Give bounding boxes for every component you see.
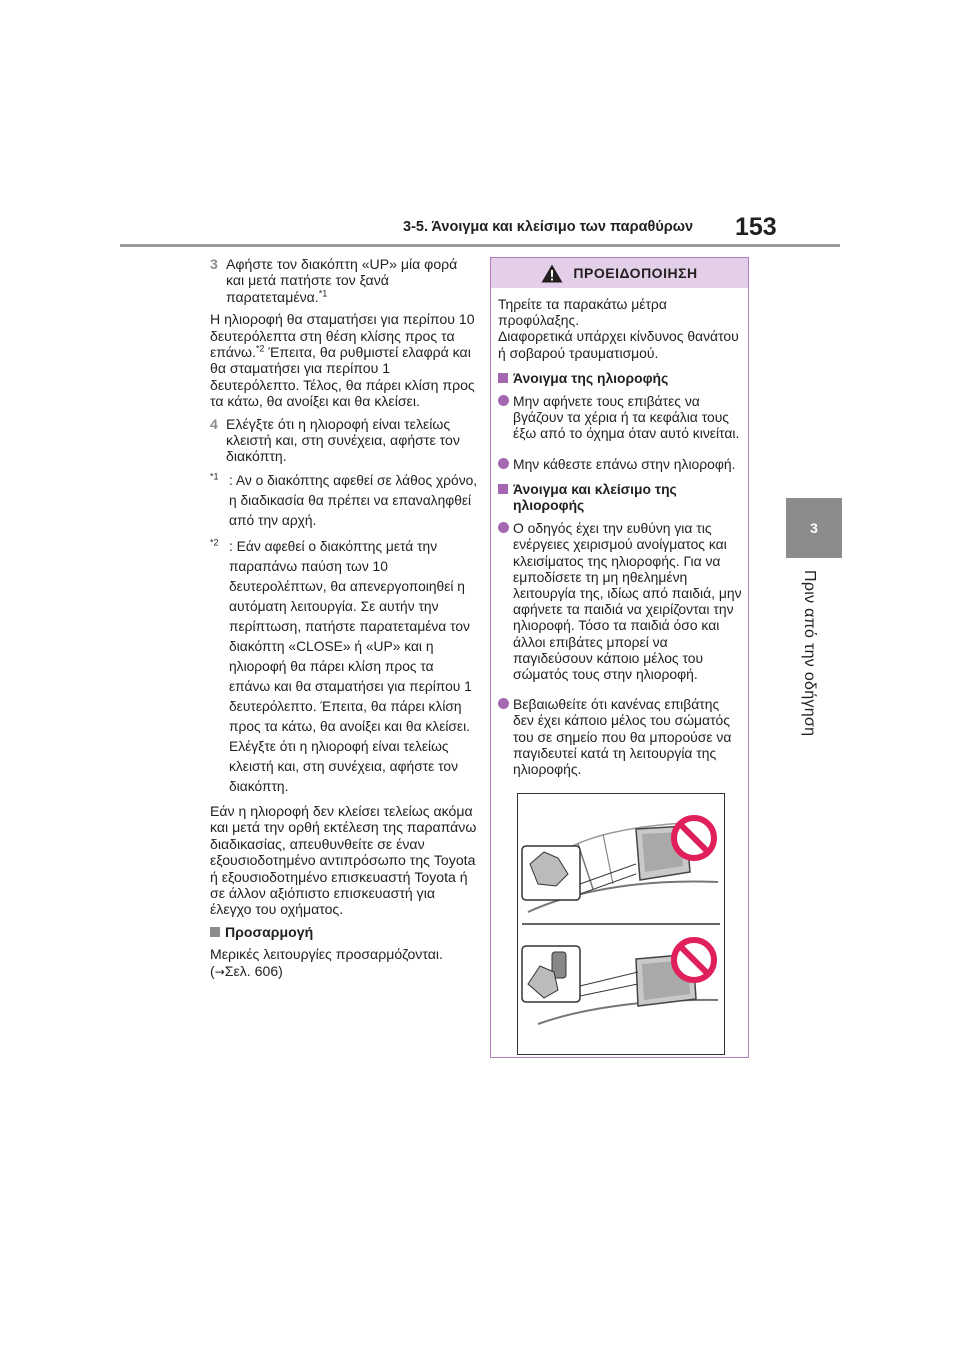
square-bullet-icon [210,927,220,937]
paragraph-pause-a: Η ηλιοροφή θα σταματήσει για περίπου 10 δευτερόλεπτα στη θέση κλίσης προς τα επάνω. [210,311,475,361]
footnote-2 [210,537,478,797]
warning-bullet [498,393,742,442]
step-text: Ελέγξτε ότι η ηλιοροφή είναι τελείως κλειστή και, στη συνέχεια, αφήστε τον διακόπτη. [226,415,460,465]
warning-triangle-icon [541,264,563,283]
warning-bullet-text: Ο οδηγός έχει την ευθύνη για τις ενέργειες χειρισμού ανοίγματος και κλεισίματος της ηλιοροφής. Για να εμποδίσετε τη μη ηθελημένη λειτουργία της, ιδίως από παιδιά, μην αφήνετε τα παιδιά να χειρίζονται την ηλιοροφή. Τόσο τα παιδιά όσο και άλλοι επιβάτες μπορεί να παγιδεύσουν κάποιο μέλος του σώματός τους στην ηλιοροφή. [513,520,742,683]
ref-open-paren: ( [210,962,215,979]
warning-box [490,257,749,1058]
square-bullet-icon [498,484,508,494]
prohibition-icon [674,818,714,858]
warning-header [491,258,748,288]
warning-title: ΠΡΟΕΙΔΟΠΟΙΗΣΗ [573,265,698,281]
arrow-right-icon: → [214,964,225,979]
bullet-dot-icon [498,698,509,709]
footnote-mark-text: *2 [210,537,219,548]
warning-bullet [498,456,742,472]
footnote-text: : Αν ο διακόπτης αφεθεί σε λάθος χρόνο, η διαδικασία θα πρέπει να επαναληφθεί από την αρχή. [229,472,478,528]
square-bullet-icon [498,373,508,383]
page-number: 153 [735,213,777,241]
step-3-text: Αφήστε τον διακόπτη «UP» μία φορά και μετά πατήστε τον ξανά παρατεταμένα. [226,256,458,305]
page-reference-link[interactable]: Σελ. 606) [224,962,283,979]
warning-bullet-text: Μην αφήνετε τους επιβάτες να βγάζουν τα χέρια ή τα κεφάλια τους έξω από το όχημα όταν αυτό κινείται. [513,393,740,442]
sunroof-illustration [517,793,725,1055]
warning-section-1-heading: Άνοιγμα της ηλιοροφής [513,369,669,386]
warning-section-2-heading: Άνοιγμα και κλείσιμο της ηλιοροφής [513,480,677,514]
customization-heading [210,924,478,940]
warning-body [498,296,742,777]
section-title: 3-5. Άνοιγμα και κλείσιμο των παραθύρων [403,219,694,235]
chapter-tab[interactable]: 3 [786,498,842,558]
paragraph-pause-b: Έπειτα, θα ρυθμιστεί ελαφρά και θα σταματήσει για περίπου 1 δευτερόλεπτο. Τέλος, θα πάρει κλίση προς τα κάτω, θα ανοίξει και θα κλείσει. [210,344,475,410]
warning-section-heading [498,370,742,386]
main-column [210,256,478,980]
customization-text: Μερικές λειτουργίες προσαρμόζονται. [210,946,443,963]
chapter-label: Πριν από την οδήγηση [801,570,818,737]
footnote-mark [210,471,229,531]
prohibition-icon [674,940,714,980]
warning-bullet-text: Μην κάθεστε επάνω στην ηλιοροφή. [513,455,736,472]
paragraph-dealer: Εάν η ηλιοροφή δεν κλείσει τελείως ακόμα και μετά την ορθή εκτέλεση της παραπάνω διαδικασίας, απευθυνθείτε σε έναν εξουσιοδοτημένο αντιπρόσωπο της Toyota ή εξουσιοδοτημένο επισκευαστή Toyota ή σε άλλον αξιόπιστο επισκευαστή για έλεγχο του οχήματος. [210,802,477,918]
header-divider [120,244,840,247]
sunroof-prohibition-illustration [518,794,724,1054]
customization-heading-text: Προσαρμογή [225,923,314,940]
warning-bullet-text: Βεβαιωθείτε ότι κανένας επιβάτης δεν έχει κάποιο μέλος του σώματός του σε σημείο που θα μπορούσε να παγιδευτεί κατά τη λειτουργία της ηλιοροφής. [513,696,732,778]
warning-section-heading [498,481,742,513]
footnote-mark-text: *1 [210,471,219,482]
customization-ref[interactable] [210,963,478,980]
step-3 [210,256,478,305]
footnote-ref: *2 [255,343,265,354]
bullet-dot-icon [498,522,509,533]
step-number: 3 [210,256,218,272]
paragraph-pause [210,311,478,409]
footnote-text: : Εάν αφεθεί ο διακόπτης μετά την παραπάνω παύση των 10 δευτερολέπτων, θα απενεργοποιηθεί η αυτόματη λειτουργία. Σε αυτήν την περίπτωση, πατήστε παρατεταμένα τον διακόπτη «CLOSE» ή «UP» και η ηλιοροφή θα πάρει κλίση προς τα επάνω και θα σταματήσει για περίπου 1 δευτερόλεπτο. Έπειτα, θα πάρει κλίση προς τα κάτω, θα ανοίξει και θα κλείσει. Ελέγξτε ότι η ηλιοροφή είναι τελείως κλειστή και, στη συνέχεια, αφήστε τον διακόπτη. [229,538,472,794]
warning-bullet [498,696,742,777]
step-number: 4 [210,415,218,432]
footnote-1 [210,471,478,531]
bullet-dot-icon [498,395,509,406]
bullet-dot-icon [498,458,509,469]
step-4 [210,416,478,465]
warning-intro-2: Διαφορετικά υπάρχει κίνδυνος θανάτου ή σοβαρού τραυματισμού. [498,328,739,361]
warning-intro: Τηρείτε τα παρακάτω μέτρα προφύλαξης. [498,296,667,329]
warning-bullet [498,520,742,682]
footnote-mark [210,537,229,797]
footnote-ref: *1 [318,288,328,299]
step-text [226,256,478,305]
